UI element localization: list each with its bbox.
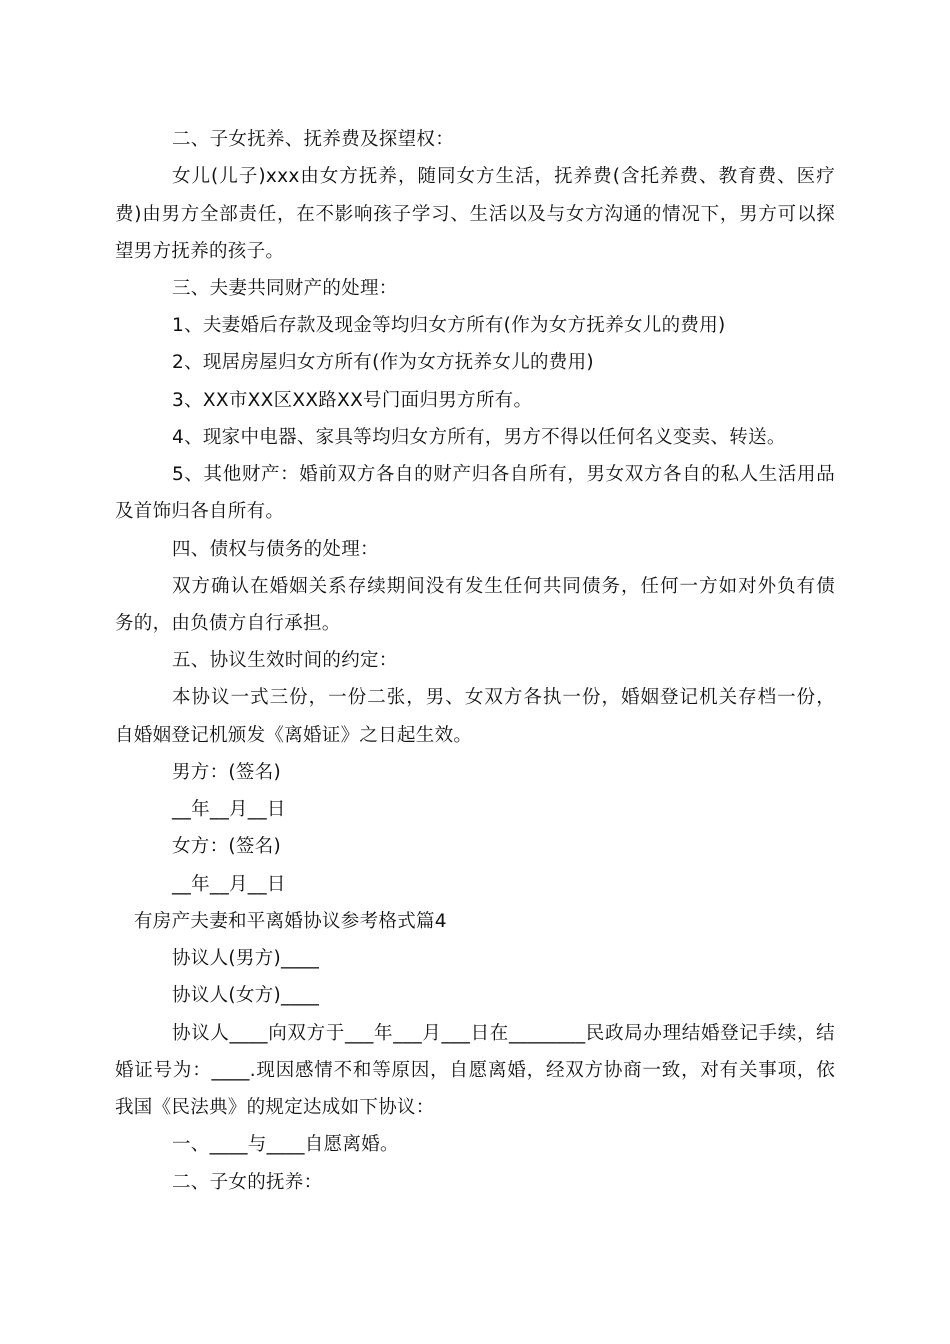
paragraph-line: 女儿(儿子)xxx由女方抚养，随同女方生活，抚养费(含托养费、教育费、医疗: [172, 166, 835, 187]
paragraph-line: 本协议一式三份，一份二张，男、女双方各执一份，婚姻登记机关存档一份，: [172, 687, 835, 708]
paragraph-line: 务的，由负债方自行承担。: [115, 613, 341, 634]
signature-female: 女方：(签名): [172, 836, 282, 857]
paragraph-line: 费)由男方全部责任，在不影响孩子学习、生活以及与女方沟通的情况下，男方可以探: [115, 204, 835, 225]
paragraph-line: 及首饰归各自所有。: [115, 501, 285, 522]
date-blank: __年__月__日: [172, 874, 286, 895]
list-item: 1、夫妻婚后存款及现金等均归女方所有(作为女方抚养女儿的费用): [172, 315, 726, 336]
party-female: 协议人(女方)____: [172, 985, 320, 1006]
signature-male: 男方：(签名): [172, 762, 282, 783]
clause-divorce: 一、____与____自愿离婚。: [172, 1134, 399, 1155]
date-blank: __年__月__日: [172, 799, 286, 820]
paragraph-line: 协议人____向双方于___年___月___日在________民政局办理结婚登记手续，结: [172, 1023, 835, 1044]
section-heading-child-custody: 二、子女抚养、抚养费及探望权：: [172, 129, 455, 150]
list-item: 5、其他财产：婚前双方各自的财产归各自所有，男女双方各自的私人生活用品: [172, 464, 835, 485]
list-item: 4、现家中电器、家具等均归女方所有，男方不得以任何名义变卖、转送。: [172, 427, 786, 448]
list-item: 3、XX市XX区XX路XX号门面归男方所有。: [172, 390, 533, 411]
article-title: 有房产夫妻和平离婚协议参考格式篇4: [134, 911, 447, 932]
paragraph-line: 自婚姻登记机颁发《离婚证》之日起生效。: [115, 725, 473, 746]
section-heading-child-support: 二、子女的抚养：: [172, 1172, 323, 1193]
section-heading-property: 三、夫妻共同财产的处理：: [172, 278, 398, 299]
paragraph-line: 我国《民法典》的规定达成如下协议：: [115, 1097, 435, 1118]
party-male: 协议人(男方)____: [172, 948, 320, 969]
paragraph-line: 望男方抚养的孩子。: [115, 241, 285, 262]
paragraph-line: 婚证号为：____.现因感情不和等原因，自愿离婚，经双方协商一致，对有关事项，依: [115, 1060, 835, 1081]
section-heading-effective-date: 五、协议生效时间的约定：: [172, 650, 398, 671]
list-item: 2、现居房屋归女方所有(作为女方抚养女儿的费用): [172, 352, 594, 373]
section-heading-debts: 四、债权与债务的处理：: [172, 539, 379, 560]
paragraph-line: 双方确认在婚姻关系存续期间没有发生任何共同债务，任何一方如对外负有债: [172, 576, 835, 597]
